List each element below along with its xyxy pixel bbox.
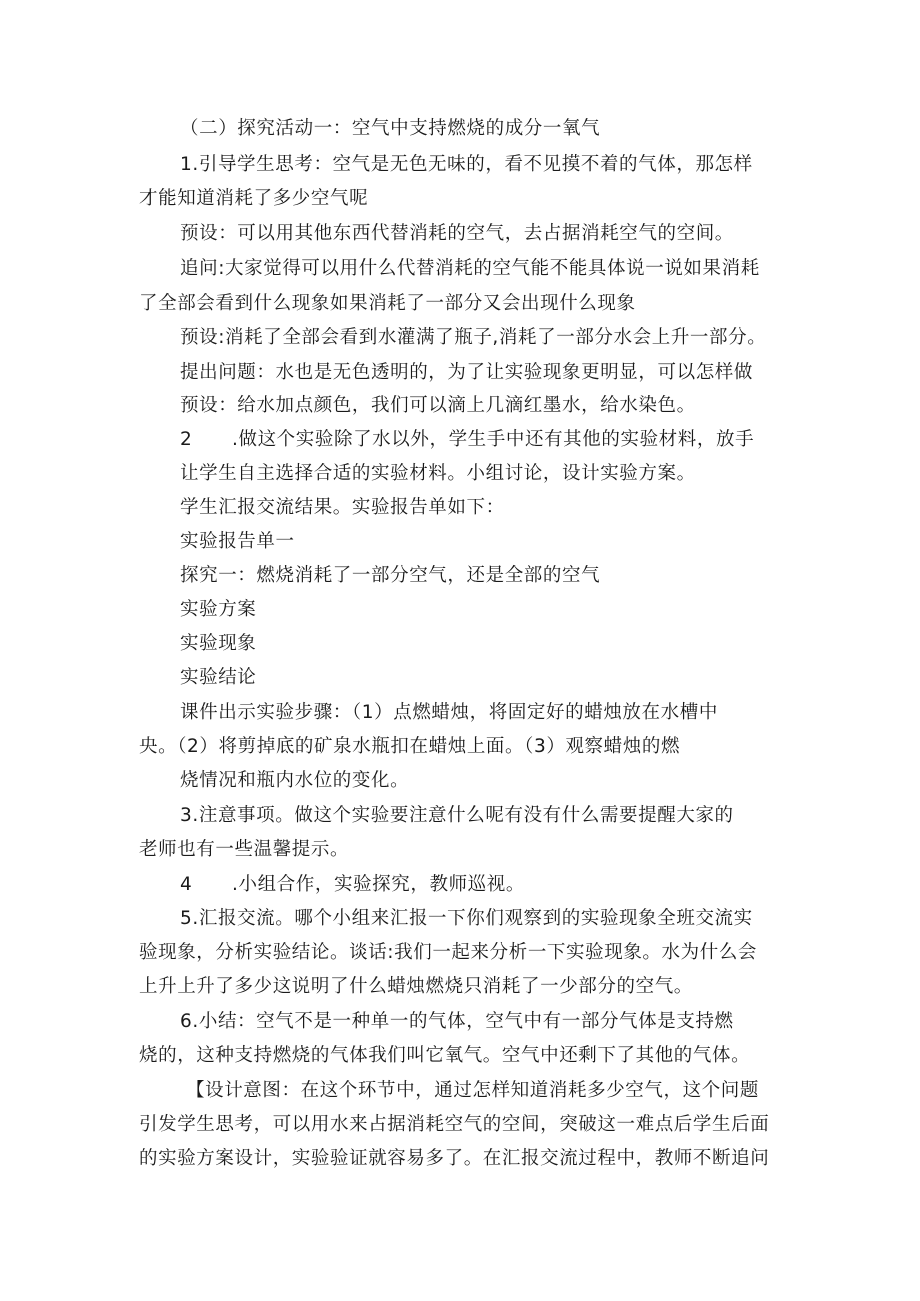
design-intent-line-1: 【设计意图：在这个环节中，通过怎样知道消耗多少空气，这个问题 xyxy=(186,1080,760,1101)
inquiry-one: 探究一：燃烧消耗了一部分空气，还是全部的空气 xyxy=(180,565,601,586)
experiment-phenomenon: 实验现象 xyxy=(180,633,257,654)
paragraph-5-line-1: 5.汇报交流。哪个小组来汇报一下你们观察到的实验现象全班交流实 xyxy=(180,908,753,929)
steps-line-1: 课件出示实验步骤：（1）点燃蜡烛，将固定好的蜡烛放在水槽中 xyxy=(180,702,718,723)
paragraph-4-text: .小组合作，实验探究，教师巡视。 xyxy=(232,874,525,895)
paragraph-6-line-1: 6.小结：空气不是一种单一的气体，空气中有一部分气体是支持燃 xyxy=(180,1011,734,1032)
paragraph-1-line-2: 才能知道消耗了多少空气呢 xyxy=(139,188,369,209)
paragraph-4 xyxy=(180,873,525,897)
follow-up-line-2: 了全部会看到什么现象如果消耗了一部分又会出现什么现象 xyxy=(139,293,636,314)
paragraph-5-line-3: 上升上升了多少这说明了什么蜡烛燃烧只消耗了一少部分的空气。 xyxy=(139,976,693,997)
paragraph-5-line-2: 验现象，分析实验结论。谈话:我们一起来分析一下实验现象。水为什么会 xyxy=(139,942,758,963)
paragraph-3-line-2: 老师也有一些温馨提示。 xyxy=(139,839,350,860)
preset-1: 预设：可以用其他东西代替消耗的空气，去占据消耗空气的空间。 xyxy=(180,223,734,244)
follow-up-line-1: 追问:大家觉得可以用什么代替消耗的空气能不能具体说一说如果消耗 xyxy=(180,258,760,279)
report-intro: 学生汇报交流结果。实验报告单如下： xyxy=(180,497,505,518)
design-intent-line-2: 引发学生思考，可以用水来占据消耗空气的空间，突破这一难点后学生后面 xyxy=(139,1114,770,1135)
steps-line-3: 烧情况和瓶内水位的变化。 xyxy=(180,770,410,791)
paragraph-3-line-1: 3.注意事项。做这个实验要注意什么呢有没有什么需要提醒大家的 xyxy=(180,805,734,826)
paragraph-4-number: 4 xyxy=(180,874,193,895)
paragraph-6-line-2: 烧的，这种支持燃烧的气体我们叫它氧气。空气中还剩下了其他的气体。 xyxy=(139,1045,751,1066)
preset-2: 预设:消耗了全部会看到水灌满了瓶子,消耗了一部分水会上升一部分。 xyxy=(180,327,767,348)
paragraph-2-number: 2 xyxy=(180,429,193,450)
design-intent-line-3: 的实验方案设计，实验验证就容易多了。在汇报交流过程中，教师不断追问 xyxy=(139,1148,770,1169)
paragraph-2-line-2: 让学生自主选择合适的实验材料。小组讨论，设计实验方案。 xyxy=(180,463,696,484)
report-title: 实验报告单一 xyxy=(180,531,295,552)
question: 提出问题：水也是无色透明的，为了让实验现象更明显，可以怎样做 xyxy=(180,362,754,383)
paragraph-2-line-1 xyxy=(180,428,754,452)
section-heading: （二）探究活动一：空气中支持燃烧的成分一氧气 xyxy=(180,118,601,139)
paragraph-2-text: .做这个实验除了水以外，学生手中还有其他的实验材料，放手 xyxy=(232,429,755,450)
preset-3: 预设：给水加点颜色，我们可以滴上几滴红墨水，给水染色。 xyxy=(180,395,696,416)
experiment-conclusion: 实验结论 xyxy=(180,667,257,688)
steps-line-2: 央。（2）将剪掉底的矿泉水瓶扣在蜡烛上面。（3）观察蜡烛的燃 xyxy=(139,736,681,757)
paragraph-1-line-1: 1.引导学生思考：空气是无色无味的，看不见摸不着的气体，那怎样 xyxy=(180,154,753,175)
experiment-plan: 实验方案 xyxy=(180,599,257,620)
